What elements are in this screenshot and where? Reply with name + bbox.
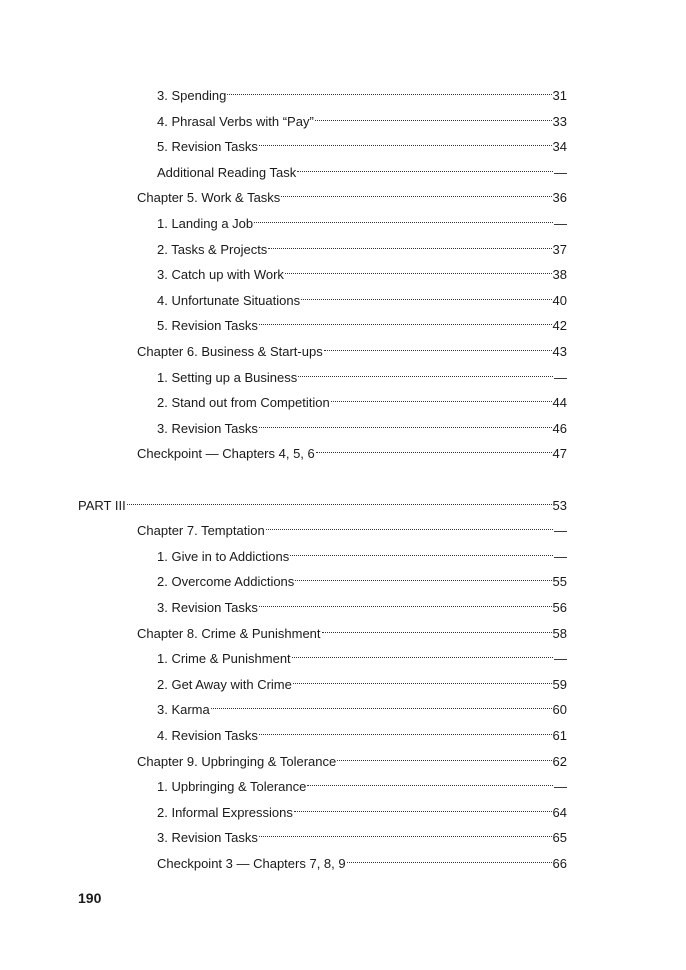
dot-leader [254, 206, 553, 228]
toc-entry-page: 38 [552, 267, 567, 283]
toc-entry-label: 4. Revision Tasks [157, 728, 258, 743]
dot-leader [290, 539, 553, 561]
toc-entry-page: 34 [552, 139, 567, 155]
toc-entry [157, 155, 567, 180]
dot-leader [259, 718, 552, 740]
toc-entry-label: 2. Overcome Addictions [157, 574, 295, 590]
dot-leader [266, 513, 553, 535]
dot-leader [259, 820, 552, 842]
toc-entry-label: 1. Crime & Punishment [157, 651, 291, 667]
toc-entry [157, 769, 567, 795]
toc-entry-label: Checkpoint 3 — Chapters 7, 8, 9 [157, 856, 346, 871]
toc-entry-label: 3. Revision Tasks [157, 830, 258, 846]
toc-entry [137, 513, 567, 539]
toc-entry-page: — [554, 216, 567, 231]
dot-leader [259, 411, 552, 433]
toc-entry-label: Chapter 8. Crime & Punishment [137, 625, 321, 641]
toc-entry-page: 55 [552, 574, 567, 590]
toc-entry-page: 53 [552, 497, 567, 513]
toc-entry-label: 1. Give in to Addictions [157, 548, 290, 564]
toc-entry [157, 360, 567, 385]
toc-entry [157, 564, 567, 590]
dot-leader [211, 692, 552, 714]
toc-entry-label: 5. Revision Tasks [157, 318, 258, 334]
dot-leader [315, 104, 552, 126]
toc-entry-label: 3. Karma [157, 702, 210, 718]
page-number: 190 [78, 890, 102, 906]
dot-leader [259, 308, 552, 330]
toc-entry-label: 2. Get Away with Crime [157, 676, 292, 692]
dot-leader [295, 564, 551, 586]
toc-entry [157, 78, 567, 103]
toc-entry [157, 539, 567, 564]
toc-entry-page: — [554, 164, 567, 180]
dot-leader [281, 180, 551, 202]
toc-entry [157, 692, 567, 718]
toc-entry [78, 488, 567, 513]
toc-entry-page: 40 [552, 292, 567, 308]
toc-entry [137, 436, 567, 462]
dot-leader [337, 744, 551, 766]
toc-entry [157, 795, 567, 820]
toc-entry-page: — [554, 651, 567, 667]
toc-entry-label: 2. Stand out from Competition [157, 395, 330, 411]
dot-leader [227, 78, 551, 100]
toc-entry-label: Additional Reading Task [157, 164, 297, 180]
toc-entry-label: Chapter 9. Upbringing & Tolerance [137, 753, 337, 769]
toc-entry [157, 411, 567, 436]
dot-leader [292, 641, 553, 663]
toc-entry [157, 641, 567, 667]
toc-entry-page: 42 [552, 318, 567, 334]
toc-entry-page: — [554, 523, 567, 539]
toc-entry [157, 104, 567, 129]
toc-entry [137, 616, 567, 641]
toc-entry-page: 60 [552, 702, 567, 718]
toc-entry-page: — [554, 369, 567, 385]
dot-leader [294, 795, 552, 817]
toc-entry [157, 308, 567, 334]
toc-entry-page: 47 [552, 446, 567, 462]
toc-entry [157, 232, 567, 257]
toc-entry-label: PART III [78, 497, 126, 513]
dot-leader [331, 385, 552, 407]
toc-entry-page: 43 [552, 344, 567, 359]
dot-leader [268, 232, 551, 254]
toc-entry [157, 206, 567, 231]
toc-entry [157, 283, 567, 308]
toc-entry-label: 3. Revision Tasks [157, 600, 258, 615]
toc-entry-page: 46 [552, 420, 567, 436]
toc-entry-label: 3. Catch up with Work [157, 267, 284, 283]
toc-entry [157, 129, 567, 155]
toc-entry-label: 3. Spending [157, 88, 227, 103]
dot-leader [259, 590, 552, 612]
dot-leader [297, 155, 553, 177]
toc-entry [157, 257, 567, 283]
toc-entry-page: 44 [552, 395, 567, 411]
toc-entry-page: 58 [552, 625, 567, 641]
dot-leader [293, 667, 552, 689]
dot-leader [298, 360, 553, 382]
toc-entry-label: 1. Setting up a Business [157, 369, 298, 385]
toc-entry-page: 56 [552, 600, 567, 615]
dot-leader [285, 257, 552, 279]
dot-leader [322, 616, 552, 638]
toc-entry-page: 65 [552, 830, 567, 846]
toc-entry-page: 31 [552, 88, 567, 103]
toc-entry-label: 2. Informal Expressions [157, 804, 293, 820]
toc-entry-label: 5. Revision Tasks [157, 139, 258, 155]
dot-leader [347, 846, 552, 868]
toc-entry [137, 180, 567, 206]
toc-entry [157, 846, 567, 871]
toc-entry-label: Checkpoint — Chapters 4, 5, 6 [137, 446, 315, 462]
toc-entry-page: 36 [552, 190, 567, 206]
toc-entry-page: — [554, 779, 567, 795]
dot-leader [324, 334, 552, 356]
toc-entry-label: 1. Landing a Job [157, 216, 254, 231]
toc-entry [157, 590, 567, 615]
toc-entry-label: 2. Tasks & Projects [157, 241, 268, 257]
toc-entry-page: 37 [552, 241, 567, 257]
dot-leader [127, 488, 552, 510]
toc-entry-label: Chapter 7. Temptation [137, 523, 265, 539]
toc-entry-label: 4. Unfortunate Situations [157, 292, 301, 308]
toc-entry [137, 744, 567, 769]
toc-entry-label: 4. Phrasal Verbs with “Pay” [157, 113, 314, 129]
toc-entry [157, 667, 567, 692]
dot-leader [316, 436, 552, 458]
toc-entry-page: 64 [552, 804, 567, 820]
dot-leader [259, 129, 552, 151]
toc-entry [157, 385, 567, 411]
toc-entry-label: Chapter 5. Work & Tasks [137, 190, 281, 206]
dot-leader [301, 283, 551, 305]
dot-leader [307, 769, 553, 791]
toc-entry-label: 3. Revision Tasks [157, 420, 258, 436]
toc-entry-page: 59 [552, 676, 567, 692]
toc-entry-label: 1. Upbringing & Tolerance [157, 779, 307, 795]
toc-entry-page: 62 [552, 753, 567, 769]
toc-entry-page: 66 [552, 856, 567, 871]
toc-entry [137, 334, 567, 359]
toc-entry-page: 61 [552, 728, 567, 743]
toc-entry-label: Chapter 6. Business & Start-ups [137, 344, 323, 359]
toc-entry-page: 33 [552, 113, 567, 129]
toc-entry [157, 718, 567, 743]
toc-entry [157, 820, 567, 846]
toc-entry-page: — [554, 548, 567, 564]
